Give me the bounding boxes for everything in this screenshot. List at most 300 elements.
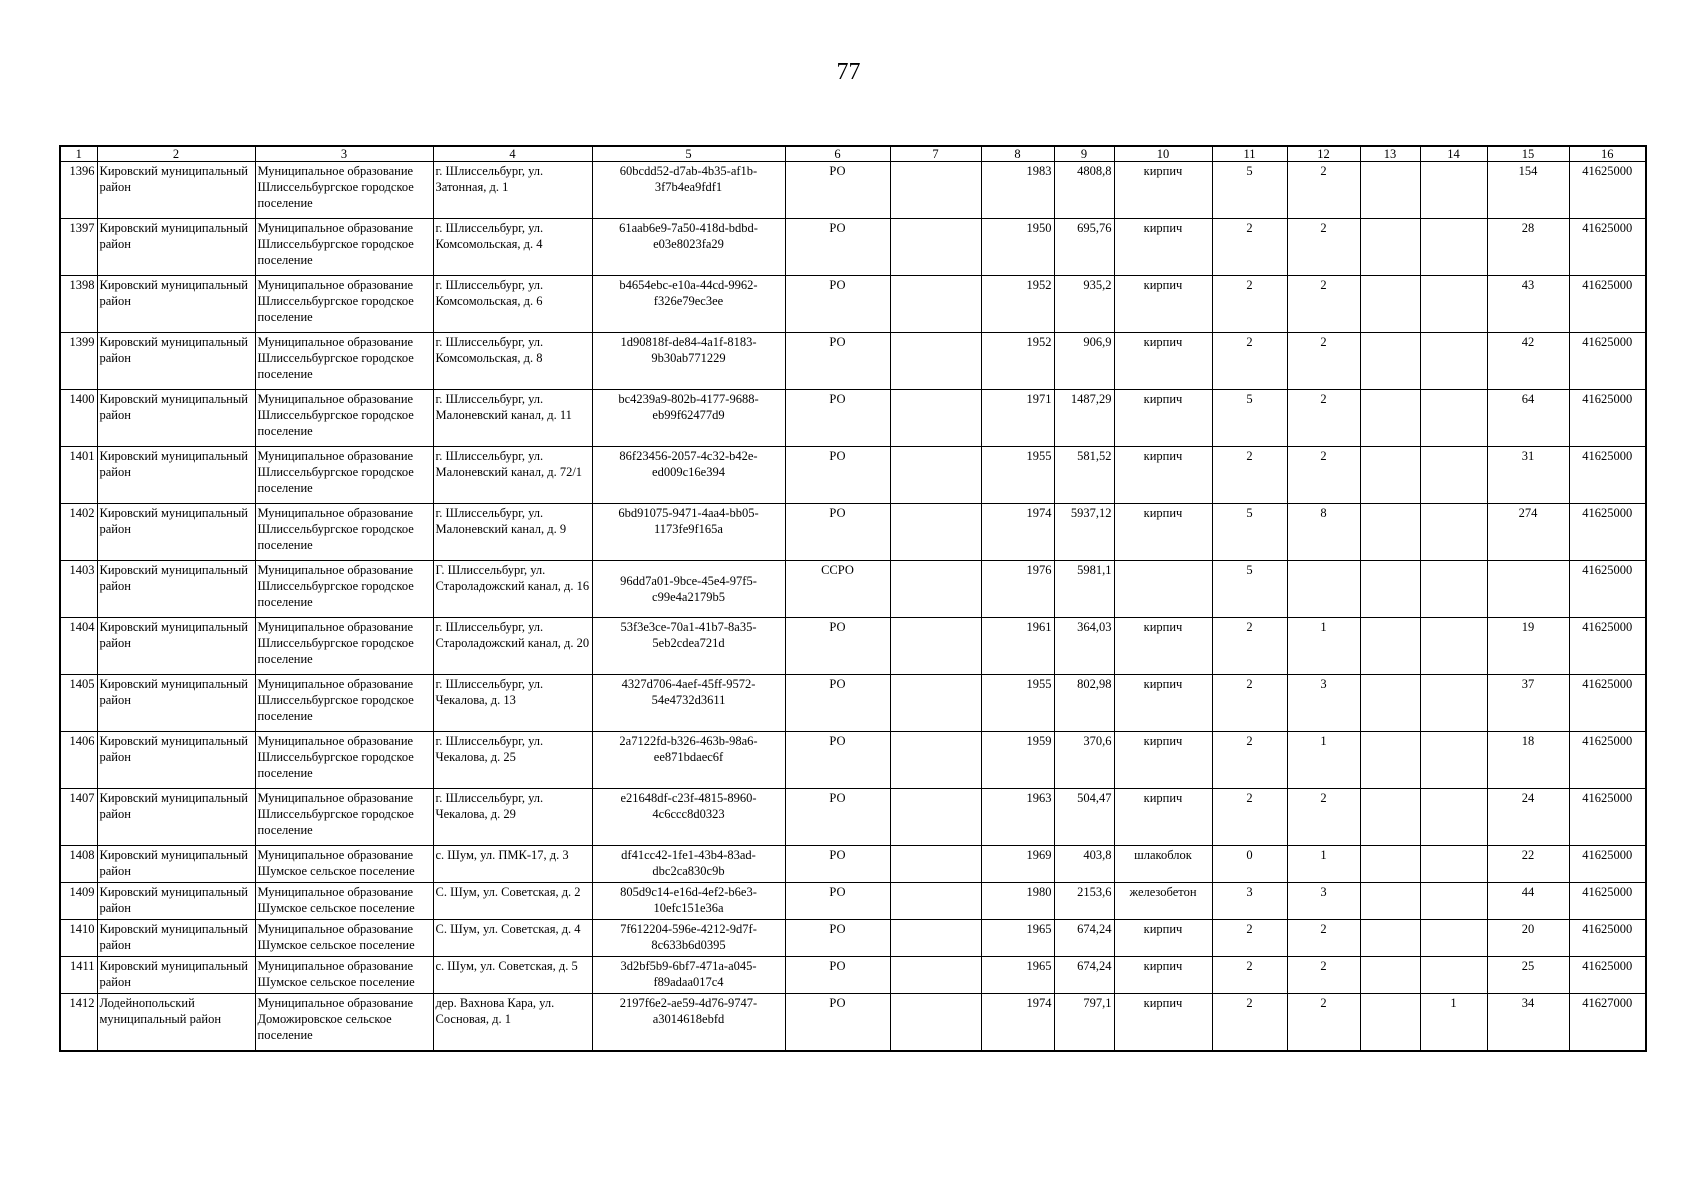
table-row [60, 276, 1646, 333]
cell-fias-id: 60bcdd52-d7ab-4b35-af1b-3f7b4ea9fdf1 [592, 162, 785, 219]
cell-col-13 [1360, 920, 1420, 957]
cell-col-7 [890, 333, 981, 390]
cell-residents: 43 [1487, 276, 1569, 333]
table-row [60, 675, 1646, 732]
cell-type: РО [785, 219, 890, 276]
cell-oktmo: 41625000 [1569, 390, 1646, 447]
cell-fias-id: 4327d706-4aef-45ff-9572-54e4732d3611 [592, 675, 785, 732]
header-row [60, 146, 1646, 162]
cell-oktmo: 41625000 [1569, 162, 1646, 219]
cell-type: РО [785, 447, 890, 504]
cell-oktmo: 41627000 [1569, 994, 1646, 1052]
cell-municipality: Муниципальное образование Шлиссельбургское городское поселение [255, 162, 433, 219]
cell-municipality: Муниципальное образование Шлиссельбургское городское поселение [255, 390, 433, 447]
cell-col-13 [1360, 883, 1420, 920]
cell-entrances: 3 [1287, 675, 1360, 732]
cell-year: 1961 [981, 618, 1054, 675]
cell-col-13 [1360, 561, 1420, 618]
cell-floors: 2 [1212, 276, 1287, 333]
cell-area: 581,52 [1054, 447, 1114, 504]
cell-entrances: 2 [1287, 333, 1360, 390]
cell-oktmo: 41625000 [1569, 675, 1646, 732]
cell-district: Лодейнопольский муниципальный район [97, 994, 255, 1052]
cell-type: РО [785, 390, 890, 447]
cell-type: РО [785, 994, 890, 1052]
cell-entrances: 2 [1287, 276, 1360, 333]
cell-floors: 2 [1212, 447, 1287, 504]
cell-entrances: 3 [1287, 883, 1360, 920]
cell-type: РО [785, 732, 890, 789]
cell-fias-id: 86f23456-2057-4c32-b42e-ed009c16e394 [592, 447, 785, 504]
cell-oktmo: 41625000 [1569, 276, 1646, 333]
cell-address: Г. Шлиссельбург, ул. Староладожский канал, д. 16 [433, 561, 592, 618]
cell-row-number: 1407 [60, 789, 97, 846]
cell-address: г. Шлиссельбург, ул. Комсомольская, д. 6 [433, 276, 592, 333]
cell-municipality: Муниципальное образование Шумское сельское поселение [255, 883, 433, 920]
cell-oktmo: 41625000 [1569, 618, 1646, 675]
cell-municipality: Муниципальное образование Шумское сельское поселение [255, 846, 433, 883]
column-header-2: 2 [97, 146, 255, 162]
cell-oktmo: 41625000 [1569, 846, 1646, 883]
cell-entrances: 1 [1287, 846, 1360, 883]
cell-col-14 [1420, 957, 1487, 994]
cell-fias-id: 2197f6e2-ae59-4d76-9747-a3014618ebfd [592, 994, 785, 1052]
cell-address: С. Шум, ул. Советская, д. 4 [433, 920, 592, 957]
cell-address: г. Шлиссельбург, ул. Комсомольская, д. 8 [433, 333, 592, 390]
cell-municipality: Муниципальное образование Шлиссельбургское городское поселение [255, 732, 433, 789]
cell-residents: 274 [1487, 504, 1569, 561]
cell-wall-material: кирпич [1114, 162, 1212, 219]
cell-oktmo: 41625000 [1569, 561, 1646, 618]
cell-municipality: Муниципальное образование Доможировское сельское поселение [255, 994, 433, 1052]
column-header-15: 15 [1487, 146, 1569, 162]
column-header-3: 3 [255, 146, 433, 162]
cell-address: С. Шум, ул. Советская, д. 2 [433, 883, 592, 920]
cell-floors: 2 [1212, 732, 1287, 789]
cell-col-14 [1420, 883, 1487, 920]
column-header-4: 4 [433, 146, 592, 162]
cell-municipality: Муниципальное образование Шлиссельбургское городское поселение [255, 219, 433, 276]
cell-entrances: 2 [1287, 957, 1360, 994]
cell-area: 403,8 [1054, 846, 1114, 883]
column-header-13: 13 [1360, 146, 1420, 162]
column-header-10: 10 [1114, 146, 1212, 162]
cell-col-14 [1420, 276, 1487, 333]
cell-residents [1487, 561, 1569, 618]
cell-type: РО [785, 333, 890, 390]
cell-fias-id: 805d9c14-e16d-4ef2-b6e3-10efc151e36a [592, 883, 785, 920]
cell-col-14 [1420, 920, 1487, 957]
cell-col-13 [1360, 789, 1420, 846]
cell-fias-id: b4654ebc-e10a-44cd-9962-f326e79ec3ee [592, 276, 785, 333]
column-header-8: 8 [981, 146, 1054, 162]
cell-row-number: 1408 [60, 846, 97, 883]
cell-entrances: 2 [1287, 994, 1360, 1052]
cell-col-7 [890, 618, 981, 675]
cell-floors: 3 [1212, 883, 1287, 920]
table-row [60, 883, 1646, 920]
cell-wall-material: железобетон [1114, 883, 1212, 920]
cell-residents: 37 [1487, 675, 1569, 732]
cell-municipality: Муниципальное образование Шлиссельбургское городское поселение [255, 333, 433, 390]
cell-year: 1976 [981, 561, 1054, 618]
cell-residents: 64 [1487, 390, 1569, 447]
cell-residents: 34 [1487, 994, 1569, 1052]
cell-type: РО [785, 162, 890, 219]
cell-floors: 2 [1212, 219, 1287, 276]
cell-floors: 0 [1212, 846, 1287, 883]
cell-fias-id: 53f3e3ce-70a1-41b7-8a35-5eb2cdea721d [592, 618, 785, 675]
cell-col-13 [1360, 276, 1420, 333]
column-header-16: 16 [1569, 146, 1646, 162]
cell-col-14 [1420, 504, 1487, 561]
cell-municipality: Муниципальное образование Шлиссельбургское городское поселение [255, 561, 433, 618]
cell-district: Кировский муниципальный район [97, 561, 255, 618]
cell-type: РО [785, 276, 890, 333]
table-row [60, 162, 1646, 219]
cell-row-number: 1412 [60, 994, 97, 1052]
cell-row-number: 1404 [60, 618, 97, 675]
table-row [60, 333, 1646, 390]
cell-row-number: 1399 [60, 333, 97, 390]
cell-wall-material: шлакоблок [1114, 846, 1212, 883]
cell-col-13 [1360, 162, 1420, 219]
cell-wall-material: кирпич [1114, 390, 1212, 447]
cell-entrances: 2 [1287, 162, 1360, 219]
cell-floors: 2 [1212, 789, 1287, 846]
cell-floors: 5 [1212, 162, 1287, 219]
cell-residents: 154 [1487, 162, 1569, 219]
cell-col-13 [1360, 957, 1420, 994]
cell-col-7 [890, 920, 981, 957]
cell-area: 5937,12 [1054, 504, 1114, 561]
column-header-1: 1 [60, 146, 97, 162]
cell-type: РО [785, 883, 890, 920]
cell-area: 906,9 [1054, 333, 1114, 390]
cell-year: 1974 [981, 504, 1054, 561]
cell-fias-id: e21648df-c23f-4815-8960-4c6ccc8d0323 [592, 789, 785, 846]
cell-floors: 5 [1212, 561, 1287, 618]
cell-col-13 [1360, 675, 1420, 732]
cell-district: Кировский муниципальный район [97, 789, 255, 846]
cell-col-14 [1420, 618, 1487, 675]
table-row [60, 390, 1646, 447]
cell-residents: 25 [1487, 957, 1569, 994]
cell-floors: 2 [1212, 920, 1287, 957]
cell-residents: 22 [1487, 846, 1569, 883]
table-row [60, 994, 1646, 1052]
cell-municipality: Муниципальное образование Шлиссельбургское городское поселение [255, 789, 433, 846]
cell-area: 935,2 [1054, 276, 1114, 333]
cell-col-7 [890, 447, 981, 504]
cell-type: РО [785, 675, 890, 732]
cell-area: 370,6 [1054, 732, 1114, 789]
cell-col-14: 1 [1420, 994, 1487, 1052]
cell-address: дер. Вахнова Кара, ул. Сосновая, д. 1 [433, 994, 592, 1052]
cell-fias-id: 96dd7a01-9bce-45e4-97f5-c99e4a2179b5 [592, 561, 785, 618]
cell-municipality: Муниципальное образование Шлиссельбургское городское поселение [255, 504, 433, 561]
cell-type: РО [785, 504, 890, 561]
column-header-9: 9 [1054, 146, 1114, 162]
column-header-11: 11 [1212, 146, 1287, 162]
table-row [60, 732, 1646, 789]
cell-floors: 2 [1212, 994, 1287, 1052]
cell-row-number: 1396 [60, 162, 97, 219]
cell-col-14 [1420, 732, 1487, 789]
cell-type: РО [785, 846, 890, 883]
cell-area: 364,03 [1054, 618, 1114, 675]
column-header-7: 7 [890, 146, 981, 162]
cell-district: Кировский муниципальный район [97, 618, 255, 675]
cell-municipality: Муниципальное образование Шлиссельбургское городское поселение [255, 276, 433, 333]
cell-year: 1952 [981, 333, 1054, 390]
cell-area: 2153,6 [1054, 883, 1114, 920]
cell-year: 1965 [981, 957, 1054, 994]
cell-area: 674,24 [1054, 957, 1114, 994]
cell-oktmo: 41625000 [1569, 504, 1646, 561]
cell-area: 1487,29 [1054, 390, 1114, 447]
cell-municipality: Муниципальное образование Шлиссельбургское городское поселение [255, 675, 433, 732]
cell-oktmo: 41625000 [1569, 920, 1646, 957]
cell-floors: 2 [1212, 957, 1287, 994]
cell-type: ССРО [785, 561, 890, 618]
cell-municipality: Муниципальное образование Шумское сельское поселение [255, 920, 433, 957]
cell-area: 797,1 [1054, 994, 1114, 1052]
cell-residents: 24 [1487, 789, 1569, 846]
cell-col-14 [1420, 561, 1487, 618]
cell-oktmo: 41625000 [1569, 957, 1646, 994]
cell-wall-material [1114, 561, 1212, 618]
cell-row-number: 1397 [60, 219, 97, 276]
cell-district: Кировский муниципальный район [97, 390, 255, 447]
table-row [60, 447, 1646, 504]
cell-wall-material: кирпич [1114, 675, 1212, 732]
cell-col-14 [1420, 846, 1487, 883]
table-row [60, 618, 1646, 675]
cell-oktmo: 41625000 [1569, 447, 1646, 504]
cell-fias-id: 3d2bf5b9-6bf7-471a-a045-f89adaa017c4 [592, 957, 785, 994]
cell-oktmo: 41625000 [1569, 732, 1646, 789]
cell-address: г. Шлиссельбург, ул. Малоневский канал, д. 11 [433, 390, 592, 447]
cell-year: 1983 [981, 162, 1054, 219]
cell-year: 1952 [981, 276, 1054, 333]
cell-address: г. Шлиссельбург, ул. Затонная, д. 1 [433, 162, 592, 219]
cell-row-number: 1409 [60, 883, 97, 920]
cell-row-number: 1405 [60, 675, 97, 732]
cell-fias-id: 61aab6e9-7a50-418d-bdbd-e03e8023fa29 [592, 219, 785, 276]
cell-floors: 2 [1212, 618, 1287, 675]
column-header-6: 6 [785, 146, 890, 162]
cell-residents: 28 [1487, 219, 1569, 276]
cell-district: Кировский муниципальный район [97, 732, 255, 789]
cell-entrances: 2 [1287, 447, 1360, 504]
cell-wall-material: кирпич [1114, 994, 1212, 1052]
cell-col-13 [1360, 219, 1420, 276]
cell-fias-id: 6bd91075-9471-4aa4-bb05-1173fe9f165a [592, 504, 785, 561]
cell-col-7 [890, 276, 981, 333]
cell-col-14 [1420, 162, 1487, 219]
cell-year: 1955 [981, 675, 1054, 732]
table-row [60, 789, 1646, 846]
cell-oktmo: 41625000 [1569, 333, 1646, 390]
cell-district: Кировский муниципальный район [97, 276, 255, 333]
cell-area: 5981,1 [1054, 561, 1114, 618]
cell-residents: 31 [1487, 447, 1569, 504]
cell-area: 674,24 [1054, 920, 1114, 957]
cell-type: РО [785, 789, 890, 846]
cell-residents: 44 [1487, 883, 1569, 920]
cell-year: 1950 [981, 219, 1054, 276]
cell-floors: 5 [1212, 504, 1287, 561]
cell-col-7 [890, 504, 981, 561]
column-header-5: 5 [592, 146, 785, 162]
cell-district: Кировский муниципальный район [97, 447, 255, 504]
cell-row-number: 1400 [60, 390, 97, 447]
cell-district: Кировский муниципальный район [97, 883, 255, 920]
cell-entrances: 1 [1287, 732, 1360, 789]
cell-address: г. Шлиссельбург, ул. Чекалова, д. 29 [433, 789, 592, 846]
cell-oktmo: 41625000 [1569, 883, 1646, 920]
cell-residents: 42 [1487, 333, 1569, 390]
column-header-14: 14 [1420, 146, 1487, 162]
cell-year: 1971 [981, 390, 1054, 447]
cell-district: Кировский муниципальный район [97, 504, 255, 561]
cell-col-7 [890, 390, 981, 447]
cell-entrances: 2 [1287, 219, 1360, 276]
cell-municipality: Муниципальное образование Шлиссельбургское городское поселение [255, 447, 433, 504]
cell-row-number: 1410 [60, 920, 97, 957]
cell-entrances: 2 [1287, 789, 1360, 846]
cell-fias-id: df41cc42-1fe1-43b4-83ad-dbc2ca830c9b [592, 846, 785, 883]
cell-col-13 [1360, 618, 1420, 675]
cell-address: г. Шлиссельбург, ул. Чекалова, д. 13 [433, 675, 592, 732]
cell-district: Кировский муниципальный район [97, 333, 255, 390]
cell-row-number: 1401 [60, 447, 97, 504]
cell-col-13 [1360, 447, 1420, 504]
cell-col-14 [1420, 333, 1487, 390]
cell-address: г. Шлиссельбург, ул. Малоневский канал, д. 72/1 [433, 447, 592, 504]
cell-address: г. Шлиссельбург, ул. Староладожский канал, д. 20 [433, 618, 592, 675]
cell-col-7 [890, 789, 981, 846]
cell-entrances: 1 [1287, 618, 1360, 675]
cell-col-13 [1360, 504, 1420, 561]
cell-oktmo: 41625000 [1569, 789, 1646, 846]
page-number: 77 [836, 59, 861, 85]
cell-col-7 [890, 957, 981, 994]
cell-district: Кировский муниципальный район [97, 162, 255, 219]
cell-col-14 [1420, 789, 1487, 846]
cell-fias-id: 2a7122fd-b326-463b-98a6-ee871bdaec6f [592, 732, 785, 789]
cell-residents: 20 [1487, 920, 1569, 957]
cell-row-number: 1406 [60, 732, 97, 789]
cell-district: Кировский муниципальный район [97, 675, 255, 732]
cell-district: Кировский муниципальный район [97, 920, 255, 957]
cell-col-7 [890, 561, 981, 618]
cell-col-7 [890, 846, 981, 883]
cell-year: 1959 [981, 732, 1054, 789]
cell-row-number: 1411 [60, 957, 97, 994]
table-row [60, 219, 1646, 276]
cell-area: 695,76 [1054, 219, 1114, 276]
cell-address: г. Шлиссельбург, ул. Чекалова, д. 25 [433, 732, 592, 789]
cell-row-number: 1402 [60, 504, 97, 561]
cell-entrances [1287, 561, 1360, 618]
cell-col-14 [1420, 390, 1487, 447]
table-row [60, 504, 1646, 561]
cell-residents: 19 [1487, 618, 1569, 675]
cell-col-14 [1420, 447, 1487, 504]
cell-municipality: Муниципальное образование Шлиссельбургское городское поселение [255, 618, 433, 675]
cell-year: 1974 [981, 994, 1054, 1052]
cell-wall-material: кирпич [1114, 333, 1212, 390]
cell-district: Кировский муниципальный район [97, 957, 255, 994]
cell-district: Кировский муниципальный район [97, 219, 255, 276]
cell-year: 1965 [981, 920, 1054, 957]
cell-year: 1980 [981, 883, 1054, 920]
cell-address: г. Шлиссельбург, ул. Малоневский канал, д. 9 [433, 504, 592, 561]
table-row [60, 561, 1646, 618]
registry-table [59, 145, 1647, 1052]
cell-wall-material: кирпич [1114, 732, 1212, 789]
cell-municipality: Муниципальное образование Шумское сельское поселение [255, 957, 433, 994]
cell-district: Кировский муниципальный район [97, 846, 255, 883]
cell-col-7 [890, 162, 981, 219]
cell-wall-material: кирпич [1114, 920, 1212, 957]
cell-oktmo: 41625000 [1569, 219, 1646, 276]
cell-address: с. Шум, ул. ПМК-17, д. 3 [433, 846, 592, 883]
cell-col-13 [1360, 333, 1420, 390]
cell-floors: 2 [1212, 675, 1287, 732]
cell-col-14 [1420, 219, 1487, 276]
cell-col-13 [1360, 994, 1420, 1052]
cell-address: с. Шум, ул. Советская, д. 5 [433, 957, 592, 994]
cell-area: 802,98 [1054, 675, 1114, 732]
cell-fias-id: 7f612204-596e-4212-9d7f-8c633b6d0395 [592, 920, 785, 957]
cell-col-7 [890, 994, 981, 1052]
cell-fias-id: 1d90818f-de84-4a1f-8183-9b30ab771229 [592, 333, 785, 390]
cell-entrances: 2 [1287, 390, 1360, 447]
cell-type: РО [785, 920, 890, 957]
cell-type: РО [785, 957, 890, 994]
cell-col-14 [1420, 675, 1487, 732]
cell-type: РО [785, 618, 890, 675]
cell-wall-material: кирпич [1114, 447, 1212, 504]
cell-col-7 [890, 732, 981, 789]
cell-entrances: 2 [1287, 920, 1360, 957]
cell-entrances: 8 [1287, 504, 1360, 561]
cell-wall-material: кирпич [1114, 957, 1212, 994]
cell-wall-material: кирпич [1114, 219, 1212, 276]
cell-wall-material: кирпич [1114, 276, 1212, 333]
cell-wall-material: кирпич [1114, 789, 1212, 846]
cell-col-7 [890, 675, 981, 732]
column-header-12: 12 [1287, 146, 1360, 162]
cell-fias-id: bc4239a9-802b-4177-9688-eb99f62477d9 [592, 390, 785, 447]
cell-year: 1969 [981, 846, 1054, 883]
table-body [60, 162, 1646, 1052]
cell-address: г. Шлиссельбург, ул. Комсомольская, д. 4 [433, 219, 592, 276]
cell-area: 504,47 [1054, 789, 1114, 846]
cell-floors: 5 [1212, 390, 1287, 447]
cell-col-13 [1360, 846, 1420, 883]
cell-col-13 [1360, 390, 1420, 447]
cell-floors: 2 [1212, 333, 1287, 390]
table-row [60, 957, 1646, 994]
cell-area: 4808,8 [1054, 162, 1114, 219]
cell-wall-material: кирпич [1114, 618, 1212, 675]
cell-year: 1955 [981, 447, 1054, 504]
cell-residents: 18 [1487, 732, 1569, 789]
